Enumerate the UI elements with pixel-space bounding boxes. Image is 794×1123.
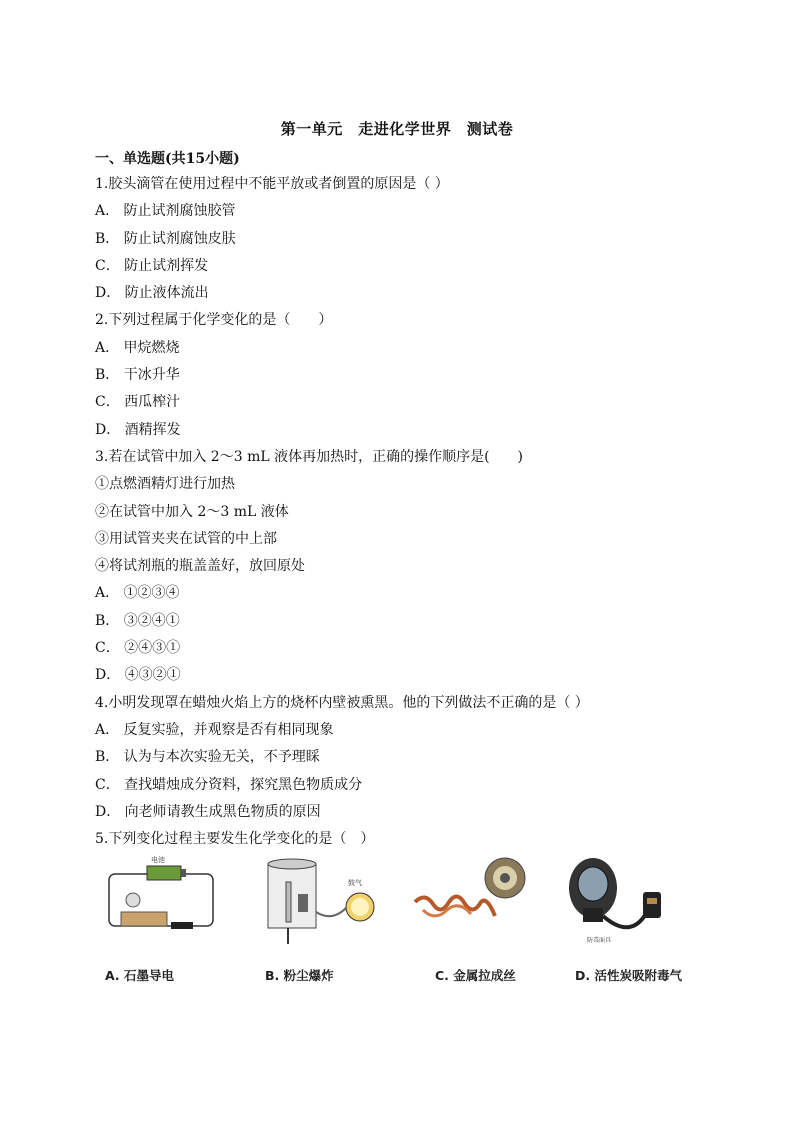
q2-stem: 2.下列过程属于化学变化的是（ ） [95, 312, 333, 329]
q5-caption-a: A. 石墨导电 [105, 968, 175, 983]
q4-option-a: A． 反复实验，并观察是否有相同现象 [95, 721, 334, 738]
q4-stem: 4.小明发现罩在蜡烛火焰上方的烧杯内壁被熏黑。他的下列做法不正确的是（ ） [95, 694, 589, 711]
q3-step-2: ②在试管中加入 2～3 mL 液体 [95, 503, 289, 520]
q5-caption-b: B. 粉尘爆炸 [265, 968, 334, 983]
q5-stem: 5.下列变化过程主要发生化学变化的是（ ） [95, 831, 375, 848]
q1-option-c: C． 防止试剂挥发 [95, 257, 209, 274]
battery-label: 电池 [151, 856, 165, 864]
q5-illustrations [95, 852, 715, 992]
q4-option-d: D． 向老师请教生成黑色物质的原因 [95, 803, 321, 820]
page-title: 第一单元 走进化学世界 测试卷 [280, 120, 514, 138]
q4-option-b: B． 认为与本次实验无关，不予理睬 [95, 749, 320, 766]
q3-stem: 3.若在试管中加入 2～3 mL 液体再加热时，正确的操作顺序是( ) [95, 448, 524, 465]
q1-option-d: D． 防止液体流出 [95, 285, 209, 302]
q1-option-b: B． 防止试剂腐蚀皮肤 [95, 230, 236, 247]
q3-option-b: B． ③②④① [95, 612, 180, 629]
blow-label: 鼓气 [348, 879, 362, 887]
q2-option-c: C． 西瓜榨汁 [95, 394, 181, 411]
q2-option-d: D． 酒精挥发 [95, 421, 181, 438]
q5-caption-c: C. 金属拉成丝 [435, 968, 516, 983]
question-list [95, 174, 715, 856]
q2-option-a: A． 甲烷燃烧 [95, 339, 180, 356]
q3-step-3: ③用试管夹夹在试管的中上部 [95, 530, 277, 547]
q1-stem: 1.胶头滴管在使用过程中不能平放或者倒置的原因是（ ） [95, 176, 449, 192]
q1-option-a: A． 防止试剂腐蚀胶管 [95, 203, 236, 220]
q3-option-d: D． ④③②① [95, 667, 181, 684]
q5-caption-d: D. 活性炭吸附毒气 [575, 968, 682, 983]
gas-mask-label: 防毒面具 [587, 937, 612, 944]
q3-step-1: ①点燃酒精灯进行加热 [95, 476, 235, 493]
q3-step-4: ④将试剂瓶的瓶盖盖好，放回原处 [95, 558, 305, 575]
section-heading: 一、单选题(共15小题) [95, 151, 240, 167]
q3-option-a: A． ①②③④ [95, 585, 180, 602]
q2-option-b: B． 干冰升华 [95, 367, 180, 384]
q3-option-c: C． ②④③① [95, 640, 181, 657]
q4-option-c: C． 查找蜡烛成分资料，探究黑色物质成分 [95, 776, 363, 793]
